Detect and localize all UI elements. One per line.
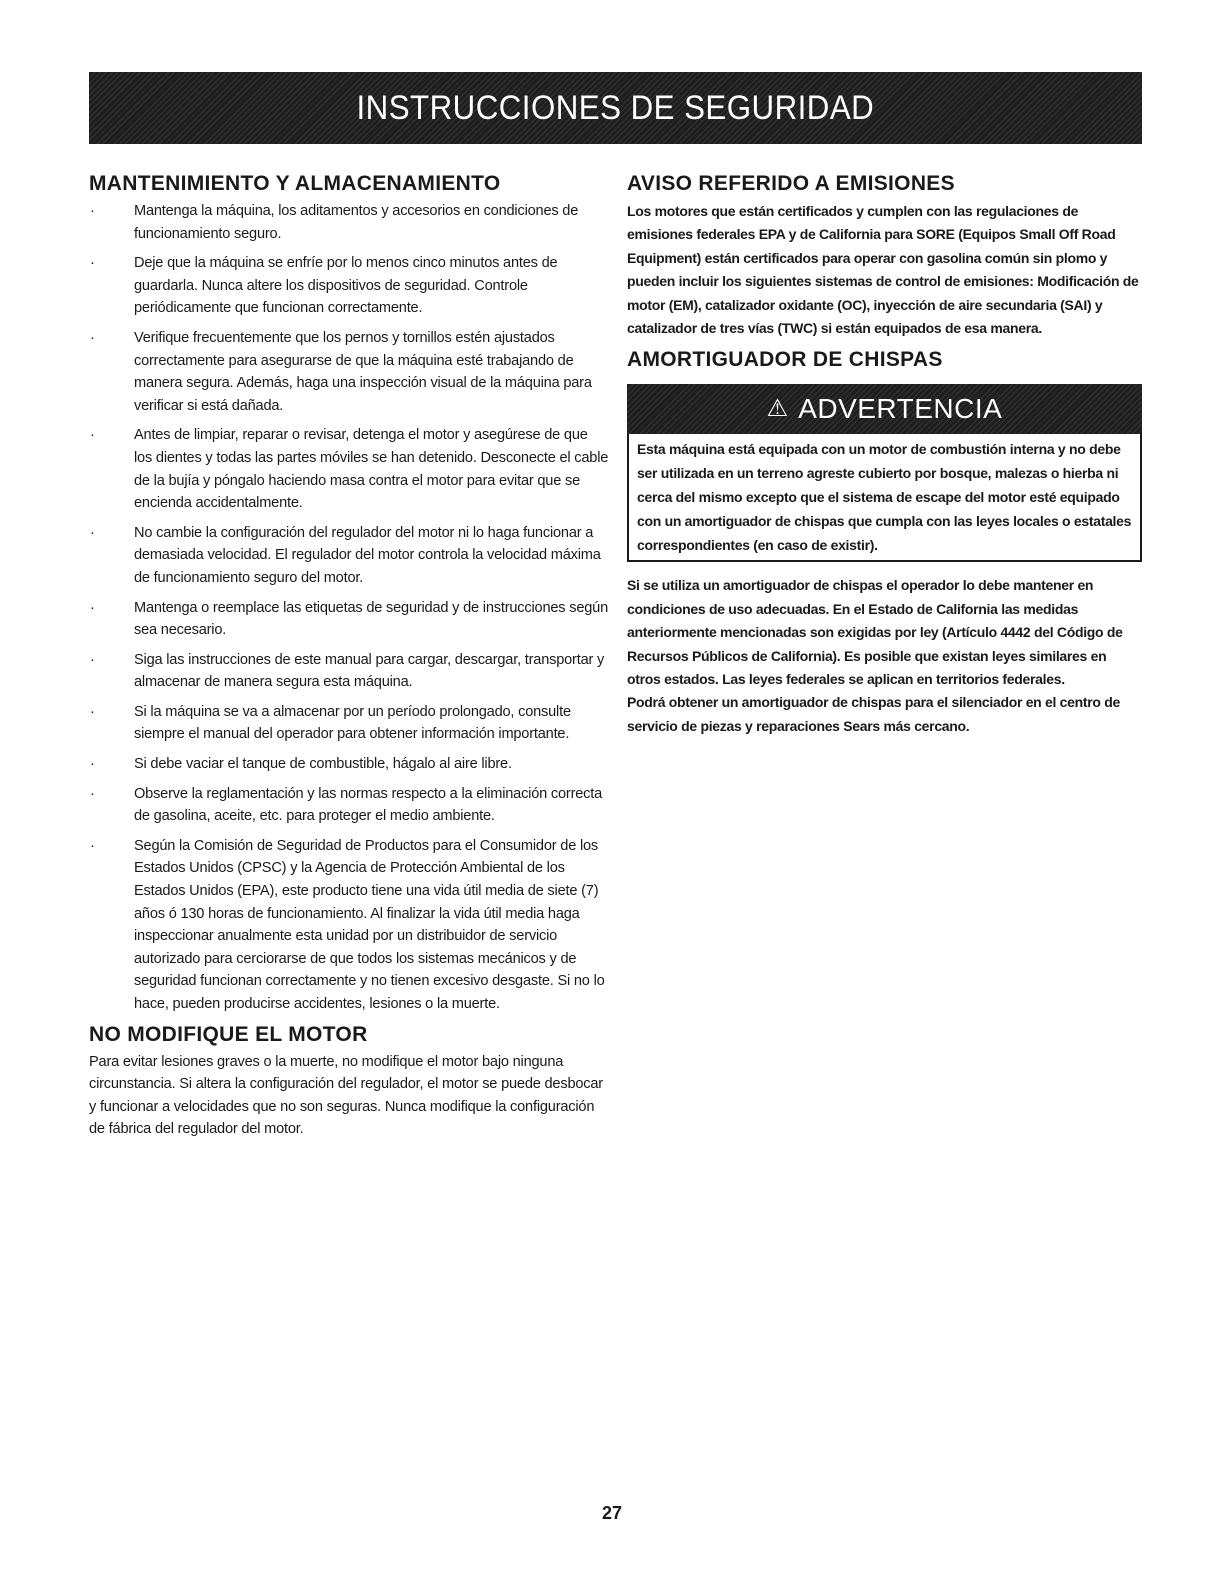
warning-triangle-icon: ⚠ bbox=[766, 395, 789, 423]
warning-text: Esta máquina está equipada con un motor de combustión interna y no debe ser utilizada en un terreno agreste cubierto por bosque, malezas o hierba ni cerca del mismo excepto que el sistema de escape del motor esté equipado con un amortiguador de chispas que cumpla con las leyes locales o estatales correspondientes (en caso de existir). bbox=[637, 441, 1132, 553]
bullet-icon: · bbox=[90, 203, 95, 219]
emissions-heading: AVISO REFERIDO A EMISIONES bbox=[627, 172, 955, 195]
bullet-icon: · bbox=[90, 427, 95, 444]
bullet-icon: · bbox=[90, 599, 95, 616]
bullet-icon: · bbox=[90, 329, 95, 346]
spark-arrester-text-2: Podrá obtener un amortiguador de chispas para el silenciador en el centro de servicio de piezas y reparaciones Sears más cercano. bbox=[627, 694, 1120, 734]
bullet-icon: · bbox=[90, 785, 95, 802]
list-item-text: Mantenga o reemplace las etiquetas de seguridad y de instrucciones según sea necesario. bbox=[134, 599, 608, 639]
section-banner bbox=[89, 72, 1142, 144]
list-item-text: Observe la reglamentación y las normas respecto a la eliminación correcta de gasolina, aceite, etc. para proteger el medio ambiente. bbox=[134, 785, 603, 825]
list-item-text: No cambie la configuración del regulador del motor ni lo haga funcionar a demasiada velocidad. El regulador del motor controla la velocidad máxima de funcionamiento seguro del motor. bbox=[134, 524, 601, 586]
list-item-text: Siga las instrucciones de este manual para cargar, descargar, transportar y almacenar de manera segura esta máquina. bbox=[134, 651, 605, 691]
list-item bbox=[89, 424, 609, 514]
list-item bbox=[89, 835, 609, 1016]
list-item bbox=[89, 522, 609, 590]
page-number: 27 bbox=[601, 1503, 623, 1523]
list-item bbox=[89, 649, 609, 694]
maintenance-heading: MANTENIMIENTO Y ALMACENAMIENTO bbox=[89, 172, 501, 195]
list-item bbox=[89, 200, 609, 245]
list-item bbox=[89, 701, 609, 746]
maintenance-list bbox=[89, 200, 609, 1016]
spark-arrester-text: Si se utiliza un amortiguador de chispas el operador lo debe mantener en condiciones de uso adecuadas. En el Estado de California las medidas anteriormente mencionadas son exigidas por ley (Artículo 4442 del Código de Recursos Públicos de California). Es posible que existan leyes similares en otros estados. Las leyes federales se aplican en territorios federales. bbox=[627, 577, 1123, 688]
list-item-text: Mantenga la máquina, los aditamentos y accesorios en condiciones de funcionamiento seguro. bbox=[134, 203, 579, 242]
bullet-icon: · bbox=[90, 756, 95, 773]
list-item bbox=[89, 597, 609, 642]
banner-title: INSTRUCCIONES DE SEGURIDAD bbox=[356, 88, 875, 127]
no-modify-heading: NO MODIFIQUE EL MOTOR bbox=[89, 1022, 368, 1046]
list-item-text: Si la máquina se va a almacenar por un período prolongado, consulte siempre el manual del operador para obtener información importante. bbox=[134, 703, 571, 743]
list-item bbox=[89, 753, 609, 776]
bullet-icon: · bbox=[90, 524, 95, 541]
list-item bbox=[89, 783, 609, 828]
warning-banner bbox=[627, 384, 1142, 434]
emissions-text: Los motores que están certificados y cumplen con las regulaciones de emisiones federales EPA y de California para SORE (Equipos Small Off Road Equipment) están certificados para operar con gasolina común sin plomo y pueden incluir los siguientes sistemas de control de emisiones: Modificación de motor (EM), catalizador oxidante (OC), inyección de aire secundaria (SAI) y catalizador de tres vías (TWC) si están equipados de esa manera. bbox=[627, 203, 1139, 337]
list-item bbox=[89, 327, 609, 417]
warning-box bbox=[627, 434, 1142, 562]
spark-arrester-heading: AMORTIGUADOR DE CHISPAS bbox=[627, 348, 943, 372]
list-item-text: Verifique frecuentemente que los pernos y tornillos estén ajustados correctamente para asegurarse de que la máquina esté trabajando de manera segura. Además, haga una inspección visual de la máquina para verificar si está dañada. bbox=[134, 329, 592, 414]
bullet-icon: · bbox=[90, 837, 95, 854]
no-modify-text: Para evitar lesiones graves o la muerte, no modifique el motor bajo ninguna circunstancia. Si altera la configuración del regulador, el motor se puede desbocar y funcionar a velocidades que no son seguras. Nunca modifique la configuración de fábrica del regulador del motor. bbox=[89, 1053, 603, 1138]
list-item-text: Antes de limpiar, reparar o revisar, detenga el motor y asegúrese de que los dientes y todas las partes móviles se han detenido. Desconecte el cable de la bujía y póngalo haciendo masa contra el motor para evitar que se encienda accidentalmente. bbox=[134, 427, 609, 512]
warning-title: ADVERTENCIA bbox=[798, 393, 1003, 425]
bullet-icon: · bbox=[90, 255, 95, 272]
list-item-text: Si debe vaciar el tanque de combustible, hágalo al aire libre. bbox=[134, 756, 512, 773]
list-item-text: Según la Comisión de Seguridad de Productos para el Consumidor de los Estados Unidos (CPSC) y la Agencia de Protección Ambiental de los Estados Unidos (EPA), este producto tiene una vida útil media de siete (7) años ó 130 horas de funcionamiento. Al finalizar la vida útil media haga inspeccionar anualmente esta unidad por un distribuidor de servicio autorizado para cerciorarse de que todos los sistemas mecánicos y de seguridad funcionan correctamente y no tienen excesivo desgaste. Si no lo hace, pueden producirse accidentes, lesiones o la muerte. bbox=[134, 837, 605, 1012]
bullet-icon: · bbox=[90, 651, 95, 668]
list-item bbox=[89, 252, 609, 320]
left-column bbox=[89, 172, 609, 1141]
right-column bbox=[627, 172, 1142, 738]
list-item-text: Deje que la máquina se enfríe por lo menos cinco minutos antes de guardarla. Nunca altere los dispositivos de seguridad. Controle periódicamente que funcionan correctamente. bbox=[134, 255, 558, 317]
bullet-icon: · bbox=[90, 703, 95, 720]
